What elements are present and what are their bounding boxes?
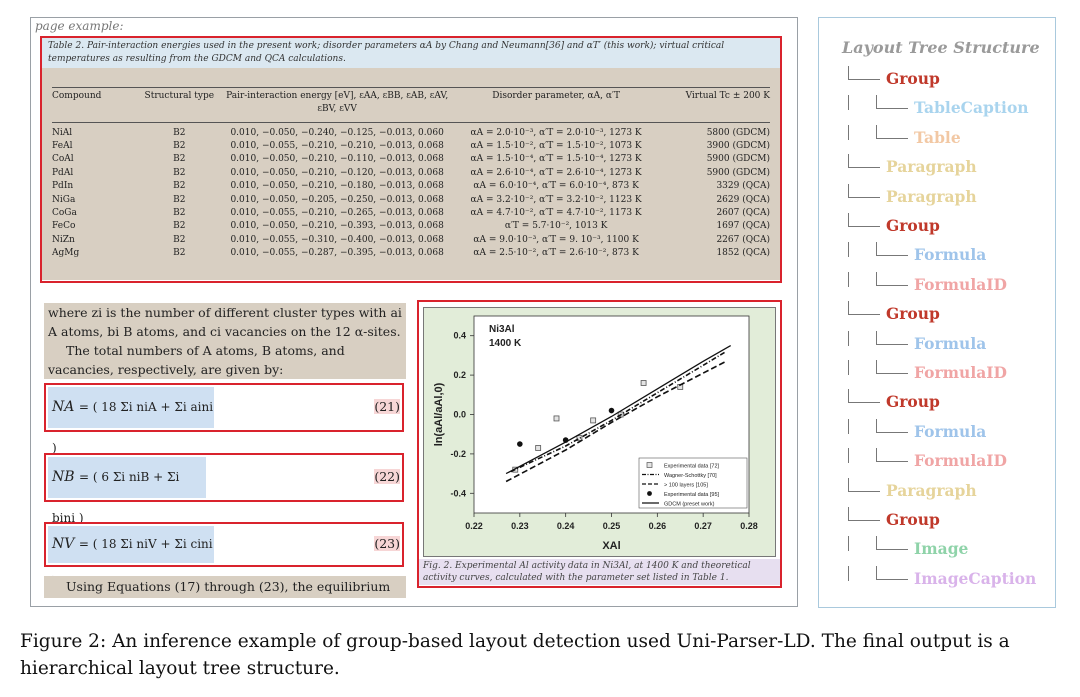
table-cell: αA = 4.7·10⁻², α′T = 4.7·10⁻², 1173 K: [470, 208, 642, 219]
x-tick-label: 0.24: [556, 521, 575, 531]
tree-node-formula: Formula: [914, 421, 987, 441]
tree-node-formulaid: FormulaID: [914, 451, 1007, 471]
table-cell: 3900 (GDCM): [706, 141, 770, 152]
page-example-label: page example:: [35, 19, 124, 33]
table-cell: FeCo: [52, 221, 76, 232]
tree-connector: [876, 579, 908, 580]
tree-connector: [848, 402, 880, 403]
table-cell: AgMg: [52, 248, 80, 259]
tree-node-imagecaption: ImageCaption: [914, 568, 1037, 588]
formula-22: [48, 457, 206, 525]
tree-connector: [876, 566, 877, 579]
figure-caption-text: Figure 2: An inference example of group-based layout detection used Uni-Parser-LD. The final output is a hierarchical layout tree structure.: [20, 631, 1010, 679]
formula-expr: = ( 18 Σi niA + Σi aini ): [52, 400, 214, 455]
tree-connector: [848, 491, 880, 492]
tree-connector: [876, 419, 877, 432]
tree-connector: [848, 197, 880, 198]
tree-connector: [848, 520, 880, 521]
tree-node-formulaid: FormulaID: [914, 363, 1007, 382]
tree-connector: [876, 373, 908, 374]
table-cell: 1852 (QCA): [716, 248, 770, 259]
table-cell: 0.010, −0.050, −0.210, −0.110, −0.013, 0.068: [230, 154, 444, 165]
table-cell: 0.010, −0.050, −0.210, −0.120, −0.013, 0.068: [230, 167, 444, 178]
tree-connector: [876, 125, 877, 138]
tree-node-paragraph: Paragraph: [886, 157, 977, 177]
table-cell: 0.010, −0.055, −0.210, −0.210, −0.013, 0.068: [230, 141, 444, 152]
table-cell: 0.010, −0.050, −0.240, −0.125, −0.013, 0.060: [230, 127, 444, 138]
tree-connector: [876, 255, 908, 256]
tree-connector: [876, 108, 908, 109]
table-cell: 0.010, −0.050, −0.205, −0.250, −0.013, 0.068: [230, 194, 444, 205]
tree-connector: [848, 331, 849, 346]
tree-connector: [876, 360, 877, 373]
table-cell: αA = 1.5·10⁻², α′T = 1.5·10⁻², 1073 K: [470, 141, 642, 152]
tree-connector: [848, 154, 849, 167]
formula-id-23: (23): [374, 536, 400, 551]
y-tick-label: 0.0: [453, 409, 466, 420]
x-tick-label: 0.27: [694, 521, 712, 531]
paragraph-3: [44, 576, 406, 598]
paragraph-1-text: where zi is the number of different cluster types with ai A atoms, bi B atoms, and ci vacancies on the 12 α-sites.: [48, 305, 402, 339]
tree-node-group: Group: [886, 69, 940, 88]
table-cell: CoGa: [52, 208, 77, 219]
group-box-figure: [417, 300, 782, 588]
tree-node-formulaid: FormulaID: [914, 274, 1007, 294]
tree-connector: [848, 66, 849, 79]
table-cell: B2: [173, 248, 186, 259]
tree-connector: [876, 272, 877, 285]
tree-connector: [876, 432, 908, 433]
table-cell: B2: [173, 194, 186, 205]
formula-lhs: NB: [52, 469, 75, 485]
table-cell: 0.010, −0.050, −0.210, −0.393, −0.013, 0.068: [230, 221, 444, 232]
legend-label: GDCM (preset work): [664, 501, 715, 508]
x-tick-label: 0.25: [602, 521, 621, 531]
table-cell: B2: [173, 208, 186, 219]
table-header-cell: Virtual Tc ± 200 K: [658, 88, 770, 123]
tree-connector: [848, 242, 849, 257]
paragraph-1: [44, 303, 406, 341]
table-cell: PdIn: [52, 181, 74, 192]
table-caption-text: Table 2. Pair-interaction energies used in the present work; disorder parameters αA by Chang and Neumann[36] and αT′ (this work); virtual critical temperatures as resulting from the GDCM and QCA calculations.: [48, 41, 725, 64]
chart-title-line-2: 1400 K: [489, 338, 522, 349]
tree-connector: [848, 79, 880, 80]
paragraph-2-text: The total numbers of A atoms, B atoms, and vacancies, respectively, are given by:: [48, 343, 345, 377]
tree-connector: [848, 478, 849, 491]
figure-caption: [20, 628, 1065, 682]
tree-connector: [876, 549, 908, 550]
table-cell: 3329 (QCA): [716, 181, 770, 192]
y-axis-label: ln(aAl/aAl,0): [433, 382, 445, 447]
formula-expr: = ( 18 Σi niV + Σi cini: [78, 537, 213, 551]
table-cell: 2629 (QCA): [716, 194, 770, 205]
formula-lhs: NV: [52, 536, 75, 552]
tree-node-paragraph: Paragraph: [886, 480, 977, 500]
table-cell: B2: [173, 127, 186, 138]
table-cell: 2607 (QCA): [716, 208, 770, 219]
tree-connector: [848, 507, 849, 520]
table-cell: 0.010, −0.055, −0.287, −0.395, −0.013, 0.068: [230, 248, 444, 259]
tree-connector: [876, 344, 908, 345]
tree-connector: [848, 566, 849, 581]
table-cell: αA = 2.6·10⁻⁴, α′T = 2.6·10⁻⁴, 1273 K: [470, 167, 642, 178]
legend-label: > 100 layers [105]: [664, 482, 708, 489]
y-tick-label: 0.2: [453, 370, 466, 381]
table-cell: NiAl: [52, 127, 73, 138]
group-box-formula-21: [44, 383, 404, 455]
tree-title: Layout Tree Structure: [842, 38, 1040, 57]
y-tick-label: 0.4: [453, 330, 466, 341]
table-cell: FeAl: [52, 141, 73, 152]
table-cell: B2: [173, 167, 186, 178]
tree-connector: [848, 125, 849, 140]
table-header-cell: Disorder parameter, αA, α′T: [454, 88, 658, 123]
table-cell: 0.010, −0.050, −0.210, −0.180, −0.013, 0.068: [230, 181, 444, 192]
tree-connector: [876, 138, 908, 139]
legend-label: Wagner-Schottky [70]: [664, 473, 717, 479]
formula-id-22: (22): [374, 469, 400, 484]
tree-node-group: Group: [886, 304, 940, 324]
table-cell: NiZn: [52, 234, 75, 245]
table-cell: B2: [173, 221, 186, 232]
tree-connector: [848, 95, 849, 110]
image-caption-text: Fig. 2. Experimental Al activity data in Ni3Al, at 1400 K and theoretical activity curves, calculated with the parameter set listed in Table 1.: [423, 561, 751, 583]
tree-node-paragraph: Paragraph: [886, 186, 977, 206]
table-cell: CoAl: [52, 154, 74, 165]
table-cell: B2: [173, 141, 186, 152]
table-cell: 0.010, −0.055, −0.310, −0.400, −0.013, 0.068: [230, 234, 444, 245]
formula-id-21: (21): [374, 399, 400, 414]
tree-connector: [848, 360, 849, 375]
table-cell: αA = 6.0·10⁻⁴, α′T = 6.0·10⁻⁴, 873 K: [473, 181, 639, 192]
tree-connector: [848, 314, 880, 315]
table-cell: αA = 1.5·10⁻⁴, α′T = 1.5·10⁻⁴, 1273 K: [470, 154, 642, 165]
tree-connector: [876, 242, 877, 255]
y-tick-label: -0.4: [450, 488, 466, 499]
tree-connector: [848, 167, 880, 168]
formula-lhs: NA: [52, 399, 75, 415]
x-tick-label: 0.22: [465, 521, 483, 531]
tree-connector: [848, 301, 849, 314]
formula-23: [48, 526, 214, 563]
table-cell: 2267 (QCA): [716, 234, 770, 245]
tree-connector: [848, 389, 849, 402]
tree-connector: [848, 184, 849, 197]
table-cell: 5900 (GDCM): [706, 154, 770, 165]
table-cell: αA = 3.2·10⁻², α′T = 3.2·10⁻², 1123 K: [470, 194, 642, 205]
tree-connector: [848, 448, 849, 463]
table-header-cell: Compound: [52, 88, 139, 123]
tree-connector: [848, 536, 849, 551]
y-tick-label: -0.2: [450, 448, 466, 459]
table-cell: 5800 (GDCM): [706, 127, 770, 138]
legend-label: Experimental data [95]: [664, 492, 720, 498]
tree-node-table: Table: [914, 127, 961, 147]
tree-connector: [876, 461, 908, 462]
group-box-table: [40, 36, 782, 283]
tree-node-image: Image: [914, 539, 969, 559]
tree-node-group: Group: [886, 392, 940, 412]
table-cell: 5900 (GDCM): [706, 167, 770, 178]
table-cell: B2: [173, 154, 186, 165]
x-axis-label: XAl: [602, 540, 621, 552]
tree-node-group: Group: [886, 216, 940, 235]
table-cell: B2: [173, 181, 186, 192]
table-cell: αA = 2.0·10⁻³, α′T = 2.0·10⁻³, 1273 K: [470, 127, 642, 138]
paragraph-3-text: Using Equations (17) through (23), the equilibrium: [66, 579, 391, 594]
table-cell: 0.010, −0.055, −0.210, −0.265, −0.013, 0.068: [230, 208, 444, 219]
table-cell: 1697 (QCA): [716, 221, 770, 232]
tree-node-tablecaption: TableCaption: [914, 98, 1029, 118]
x-tick-label: 0.26: [648, 521, 667, 531]
formula-expr: = ( 6 Σi niB + Σi bini ): [52, 470, 180, 525]
tree-connector: [876, 285, 908, 286]
legend-label: Experimental data [72]: [664, 463, 720, 470]
tree-node-formula: Formula: [914, 333, 987, 353]
table-cell: PdAl: [52, 167, 74, 178]
table-cell: αA = 2.5·10⁻², α′T = 2.6·10⁻², 873 K: [473, 248, 639, 259]
tree-connector: [848, 213, 849, 226]
tree-connector: [876, 536, 877, 549]
tree-connector: [848, 226, 880, 227]
group-box-formula-22: [44, 453, 404, 525]
paragraph-2: [44, 341, 406, 379]
table-cell: α′T = 5.7·10⁻², 1013 K: [504, 221, 608, 232]
group-box-formula-23: [44, 522, 404, 567]
x-tick-label: 0.23: [511, 521, 529, 531]
tree-connector: [848, 419, 849, 434]
tree-node-group: Group: [886, 510, 940, 529]
formula-21: [48, 387, 214, 455]
x-tick-label: 0.28: [740, 521, 758, 531]
table-header-cell: Structural type: [139, 88, 220, 123]
tree-connector: [876, 95, 877, 108]
table-cell: NiGa: [52, 194, 76, 205]
table-cell: B2: [173, 234, 186, 245]
tree-connector: [876, 331, 877, 344]
tree-connector: [848, 272, 849, 287]
chart-title-line-1: Ni3Al: [489, 324, 515, 335]
table-cell: αA = 9.0·10⁻³, α′T = 9. 10⁻³, 1100 K: [473, 234, 639, 245]
tree-connector: [876, 448, 877, 461]
tree-node-formula: Formula: [914, 245, 987, 265]
table-header-cell: Pair-interaction energy [eV], εAA, εBB, εAB, εAV, εBV, εVV: [220, 88, 454, 123]
